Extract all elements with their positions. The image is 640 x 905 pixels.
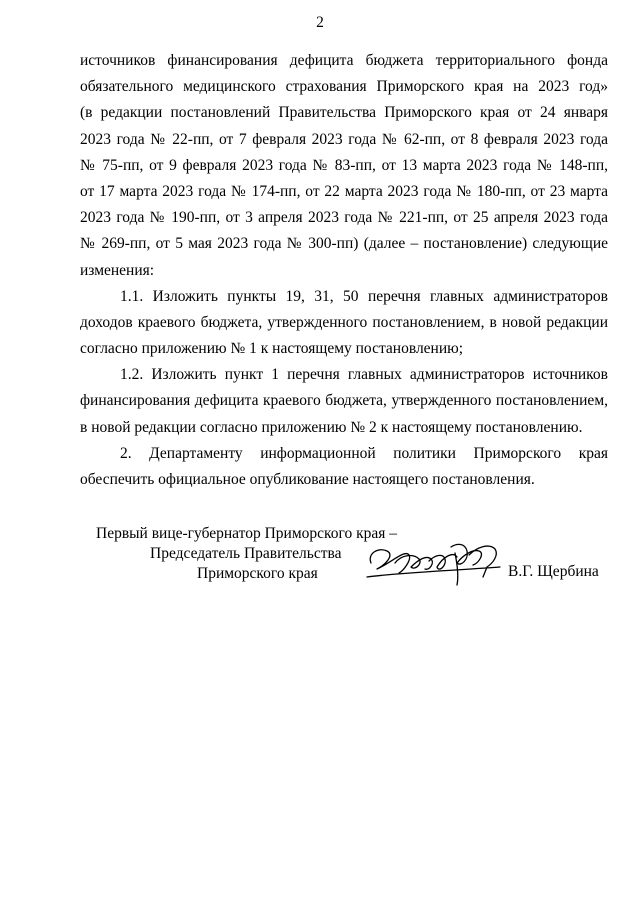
signature-block [0, 524, 640, 594]
handwritten-signature [365, 533, 510, 591]
text-line: в новой редакции согласно приложению № 2 к настоящему постановлению. [80, 418, 583, 436]
text-line: доходов краевого бюджета, утвержденного постановлением, в новой редакции [80, 313, 608, 331]
text-line: № 269-пп, от 5 мая 2023 года № 300-пп) (далее – постановление) следующие [80, 235, 608, 253]
signatory-title-line1: Первый вице-губернатор Приморского края – [96, 525, 398, 542]
text-line: № 75-пп, от 9 февраля 2023 года № 83-пп, от 13 марта 2023 года № 148-пп, [80, 156, 608, 174]
text-line: согласно приложению № 1 к настоящему постановлению; [80, 340, 464, 358]
signatory-title-line2: Председатель Правительства [150, 545, 342, 562]
text-line: 1.2. Изложить пункт 1 перечня главных администраторов источников [120, 366, 608, 384]
text-line: источников финансирования дефицита бюджета территориального фонда [80, 52, 608, 69]
text-line: изменения: [80, 261, 155, 279]
text-line: обязательного медицинского страхования Приморского края на 2023 год» [80, 78, 608, 96]
document-body [80, 48, 608, 493]
paragraph-item-1-2 [80, 362, 608, 441]
text-line: 2. Департаменту информационной политики Приморского края [120, 444, 608, 462]
text-line: 2023 года № 190-пп, от 3 апреля 2023 года № 221-пп, от 25 апреля 2023 года [80, 209, 608, 227]
text-line: финансирования дефицита краевого бюджета, утвержденного постановлением, [80, 392, 608, 410]
signatory-title-line3: Приморского края [197, 565, 318, 582]
paragraph-item-2 [80, 441, 608, 493]
text-line: (в редакции постановлений Правительства Приморского края от 24 января [80, 104, 608, 122]
text-line: обеспечить официальное опубликование настоящего постановления. [80, 471, 535, 488]
paragraph-item-1-1 [80, 284, 608, 363]
text-line: от 17 марта 2023 года № 174-пп, от 22 марта 2023 года № 180-пп, от 23 марта [80, 182, 608, 200]
page-number: 2 [316, 14, 324, 31]
paragraph-intro [80, 48, 608, 284]
text-line: 1.1. Изложить пункты 19, 31, 50 перечня главных администраторов [120, 287, 608, 305]
signatory-name: В.Г. Щербина [508, 563, 599, 580]
text-line: 2023 года № 22-пп, от 7 февраля 2023 года № 62-пп, от 8 февраля 2023 года [80, 130, 608, 148]
